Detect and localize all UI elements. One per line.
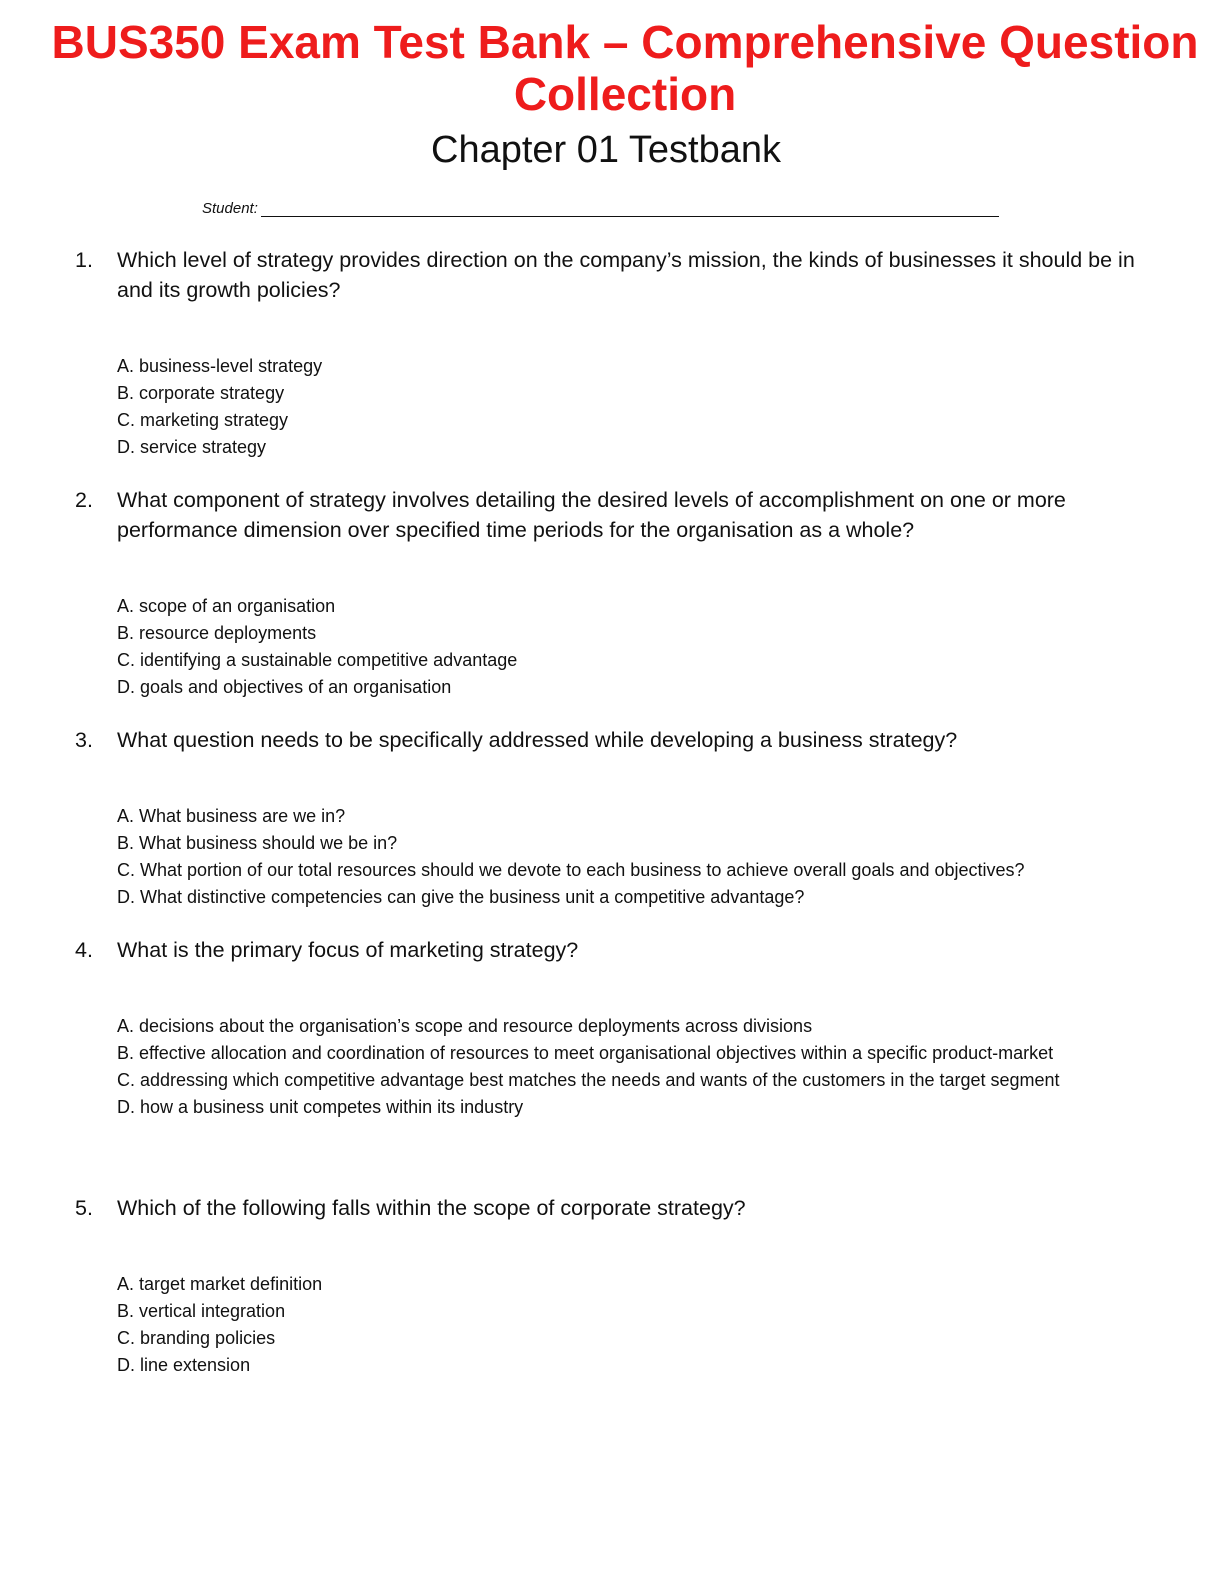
answer-options xyxy=(117,1271,1135,1378)
document-title: BUS350 Exam Test Bank – Comprehensive Question Collection xyxy=(51,16,1199,120)
answer-option: C. marketing strategy xyxy=(117,410,289,430)
question-text: Which level of strategy provides direction on the company’s mission, the kinds of businesses it should be in and its growth policies? xyxy=(117,248,1135,302)
question-stem xyxy=(75,935,1135,965)
answer-option: B. vertical integration xyxy=(117,1301,286,1321)
answer-options xyxy=(117,593,1135,700)
question-3 xyxy=(75,725,1135,911)
question-stem xyxy=(75,725,1135,755)
question-1 xyxy=(75,245,1135,461)
question-text: What question needs to be specifically addressed while developing a business strategy? xyxy=(117,728,958,752)
question-number: 2. xyxy=(75,488,93,512)
question-text: What is the primary focus of marketing strategy? xyxy=(117,938,579,962)
answer-option: C. What portion of our total resources should we devote to each business to achieve overall goals and objectives? xyxy=(117,860,1025,880)
question-number: 1. xyxy=(75,248,93,272)
question-number: 5. xyxy=(75,1196,93,1220)
question-5 xyxy=(75,1193,1135,1379)
answer-option: C. branding policies xyxy=(117,1328,276,1348)
answer-option: B. What business should we be in? xyxy=(117,833,398,853)
question-stem xyxy=(75,1193,1135,1223)
answer-option: D. service strategy xyxy=(117,437,267,457)
question-stem xyxy=(75,245,1135,305)
chapter-heading: Chapter 01 Testbank xyxy=(431,129,781,171)
answer-option: D. line extension xyxy=(117,1355,251,1375)
question-number: 4. xyxy=(75,938,93,962)
answer-options xyxy=(117,803,1135,910)
question-2 xyxy=(75,485,1135,701)
question-number: 3. xyxy=(75,728,93,752)
answer-options xyxy=(117,353,1135,460)
answer-option: D. how a business unit competes within its industry xyxy=(117,1097,524,1117)
question-4 xyxy=(75,935,1135,1121)
question-text: Which of the following falls within the scope of corporate strategy? xyxy=(117,1196,746,1220)
answer-option: A. What business are we in? xyxy=(117,806,346,826)
student-label: Student: xyxy=(202,200,258,217)
student-field xyxy=(202,200,999,217)
answer-option: C. identifying a sustainable competitive advantage xyxy=(117,650,518,670)
answer-option: D. What distinctive competencies can give the business unit a competitive advantage? xyxy=(117,887,805,907)
answer-option: B. effective allocation and coordination of resources to meet organisational objectives within a specific product-market xyxy=(117,1043,1054,1063)
answer-option: A. scope of an organisation xyxy=(117,596,336,616)
answer-option: A. decisions about the organisation’s scope and resource deployments across divisions xyxy=(117,1016,813,1036)
question-text: What component of strategy involves detailing the desired levels of accomplishment on one or more performance dimension over specified time periods for the organisation as a whole? xyxy=(117,488,1066,542)
answer-option: A. target market definition xyxy=(117,1274,323,1294)
answer-option: B. corporate strategy xyxy=(117,383,285,403)
answer-option: C. addressing which competitive advantage best matches the needs and wants of the customers in the target segment xyxy=(117,1070,1060,1090)
answer-option: D. goals and objectives of an organisation xyxy=(117,677,452,697)
question-stem xyxy=(75,485,1135,545)
answer-option: B. resource deployments xyxy=(117,623,317,643)
answer-options xyxy=(117,1013,1135,1120)
answer-option: A. business-level strategy xyxy=(117,356,323,376)
student-name-line xyxy=(261,200,999,217)
